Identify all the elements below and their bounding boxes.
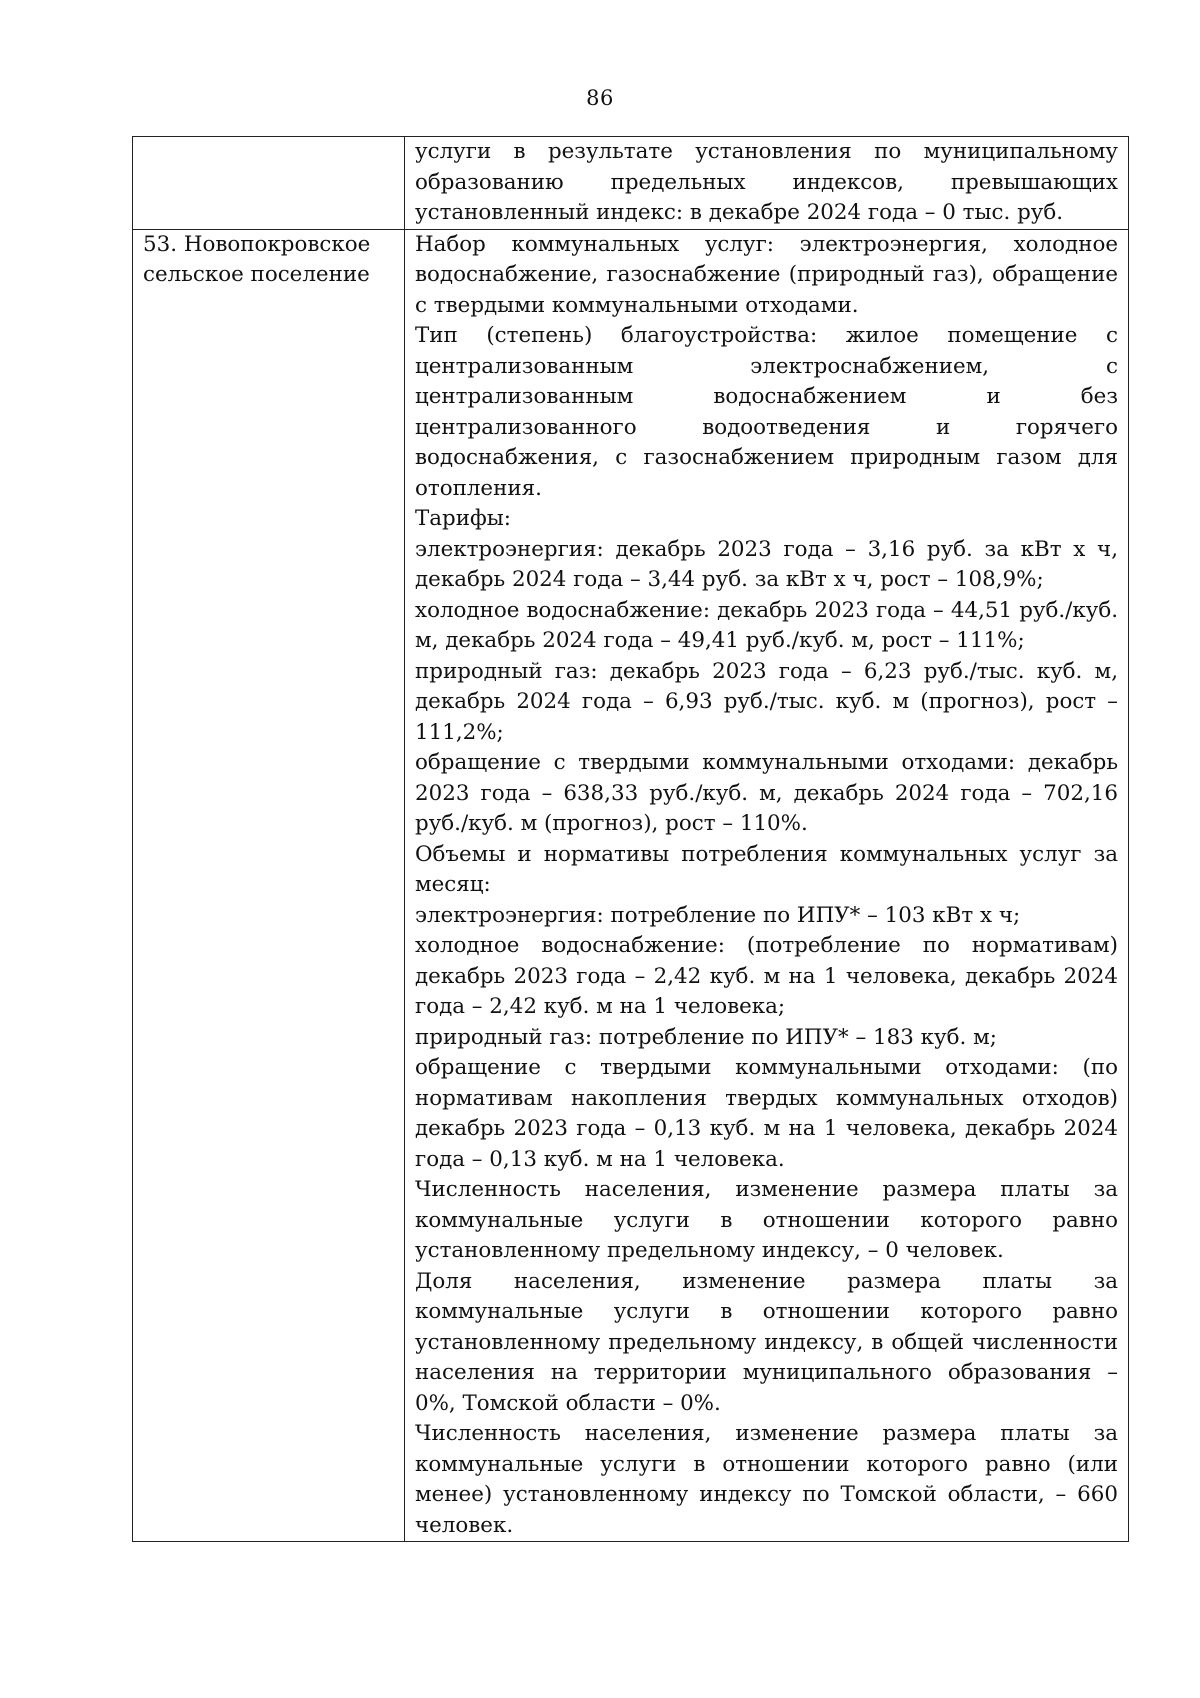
paragraph: Тарифы: xyxy=(415,506,511,531)
paragraph: Объемы и нормативы потребления коммунальных услуг за месяц: xyxy=(415,841,1118,897)
page-number: 86 xyxy=(586,86,614,110)
paragraph: Тип (степень) благоустройства: жилое помещение с централизованным электроснабжением, с централизованным водоснабжением и без централизованного водоотведения и горячего водоснабжения, с газоснабжением природным газом для отопления. xyxy=(415,323,1118,501)
municipality-cell xyxy=(133,137,405,230)
municipality-cell: 53. Новопокровское сельское поселение xyxy=(133,229,405,1542)
paragraph: услуги в результате установления по муниципальному образованию предельных индексов, превышающих установленный индекс: в декабре 2024 года – 0 тыс. руб. xyxy=(415,139,1118,225)
paragraph: природный газ: декабрь 2023 года – 6,23 руб./тыс. куб. м, декабрь 2024 года – 6,93 руб./тыс. куб. м (прогноз), рост – 111,2%; xyxy=(415,658,1118,745)
description-cell xyxy=(405,229,1129,1542)
paragraph: холодное водоснабжение: декабрь 2023 года – 44,51 руб./куб. м, декабрь 2024 года – 49,41 руб./куб. м, рост – 111%; xyxy=(415,597,1118,653)
paragraph: Численность населения, изменение размера платы за коммунальные услуги в отношении которого равно установленному предельному индексу, – 0 человек. xyxy=(415,1177,1118,1263)
description-cell xyxy=(405,137,1129,230)
paragraph: электроэнергия: потребление по ИПУ* – 103 кВт х ч; xyxy=(415,902,1021,928)
table-row xyxy=(133,137,1129,230)
paragraph: обращение с твердыми коммунальными отходами: (по нормативам накопления твердых коммунальных отходов) декабрь 2023 года – 0,13 куб. м на 1 человека, декабрь 2024 года – 0,13 куб. м на 1 человека. xyxy=(415,1055,1118,1172)
paragraph: Доля населения, изменение размера платы за коммунальные услуги в отношении которого равно установленному предельному индексу, в общей численности населения на территории муниципального образования – 0%, Томской области – 0%. xyxy=(415,1268,1118,1416)
paragraph: природный газ: потребление по ИПУ* – 183 куб. м; xyxy=(415,1024,997,1050)
paragraph: электроэнергия: декабрь 2023 года – 3,16 руб. за кВт х ч, декабрь 2024 года – 3,44 руб. за кВт х ч, рост – 108,9%; xyxy=(415,536,1118,592)
paragraph: холодное водоснабжение: (потребление по нормативам) декабрь 2023 года – 2,42 куб. м на 1 человека, декабрь 2024 года – 2,42 куб. м на 1 человека; xyxy=(415,933,1118,1019)
paragraph: Набор коммунальных услуг: электроэнергия, холодное водоснабжение, газоснабжение (природный газ), обращение с твердыми коммунальными отходами. xyxy=(415,231,1118,318)
table-row xyxy=(133,229,1129,1542)
document-table xyxy=(132,136,1129,1542)
paragraph: обращение с твердыми коммунальными отходами: декабрь 2023 года – 638,33 руб./куб. м, декабрь 2024 года – 702,16 руб./куб. м (прогноз), рост – 110%. xyxy=(415,750,1118,836)
paragraph: Численность населения, изменение размера платы за коммунальные услуги в отношении которого равно (или менее) установленному индексу по Томской области, – 660 человек. xyxy=(415,1421,1118,1538)
